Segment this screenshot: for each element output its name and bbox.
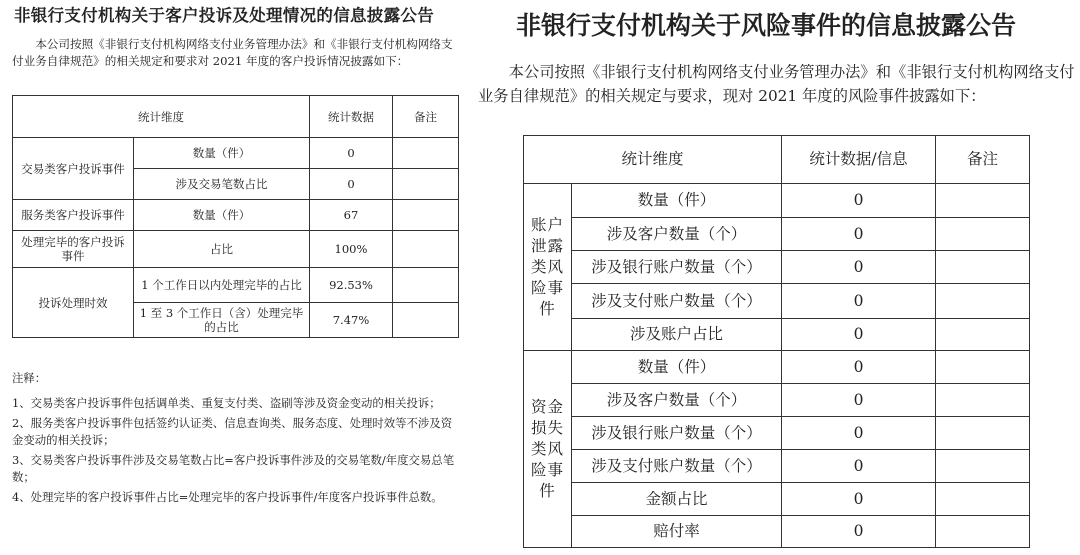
table-row [524, 483, 1030, 516]
row-category: 处理完毕的客户投诉事件 [13, 231, 134, 268]
table-row [524, 516, 1030, 548]
table-row [524, 351, 1030, 384]
row-remark [393, 169, 459, 200]
table-row [524, 218, 1030, 251]
complaint-notice-title: 非银行支付机构关于客户投诉及处理情况的信息披露公告 [14, 6, 434, 25]
risk-stats-table [523, 135, 1030, 548]
row-remark [393, 231, 459, 268]
row-item: 占比 [134, 231, 310, 268]
note-item: 2、服务类客户投诉事件包括签约认证类、信息查询类、服务态度、处理时效等不涉及资金变动的相关投诉； [12, 416, 453, 447]
row-item: 涉及客户数量（个） [572, 384, 782, 417]
row-value: 0 [782, 516, 936, 548]
row-item: 涉及客户数量（个） [572, 218, 782, 251]
row-value: 67 [310, 200, 393, 231]
row-remark [393, 138, 459, 169]
table-row [524, 251, 1030, 284]
table-row [524, 417, 1030, 450]
table-row [13, 268, 459, 303]
row-item: 涉及交易笔数占比 [134, 169, 310, 200]
group-category: 资金损失类风险事件 [524, 351, 572, 548]
row-value: 7.47% [310, 303, 393, 338]
row-item: 数量（件） [572, 351, 782, 384]
row-value: 0 [782, 483, 936, 516]
row-value: 0 [782, 319, 936, 351]
row-remark [393, 268, 459, 303]
row-value: 0 [782, 384, 936, 417]
row-value: 0 [310, 138, 393, 169]
row-remark [936, 184, 1030, 218]
row-remark [936, 483, 1030, 516]
header-data: 统计数据/信息 [782, 136, 936, 184]
header-data: 统计数据 [310, 96, 393, 138]
note-item: 3、交易类客户投诉事件涉及交易笔数占比=客户投诉事件涉及的交易笔数/年度交易总笔数； [12, 453, 455, 484]
risk-notice-title: 非银行支付机构关于风险事件的信息披露公告 [516, 11, 1017, 40]
row-item: 涉及银行账户数量（个） [572, 251, 782, 284]
row-value: 0 [782, 251, 936, 284]
table-header-row [13, 96, 459, 138]
row-remark [936, 351, 1030, 384]
row-remark [936, 218, 1030, 251]
table-row [524, 319, 1030, 351]
note-item: 1、交易类客户投诉事件包括调单类、重复支付类、盗刷等涉及资金变动的相关投诉； [12, 396, 441, 410]
row-value: 100% [310, 231, 393, 268]
row-value: 92.53% [310, 268, 393, 303]
row-item: 1 个工作日以内处理完毕的占比 [134, 268, 310, 303]
complaint-stats-table [12, 95, 459, 338]
row-value: 0 [782, 450, 936, 483]
row-value: 0 [782, 417, 936, 450]
row-item: 数量（件） [572, 184, 782, 218]
table-row [524, 384, 1030, 417]
row-value: 0 [782, 184, 936, 218]
group-category: 账户泄露类风险事件 [524, 184, 572, 351]
row-remark [936, 319, 1030, 351]
row-item: 数量（件） [134, 200, 310, 231]
row-remark [936, 251, 1030, 284]
table-row [524, 284, 1030, 319]
note-item: 4、处理完毕的客户投诉事件占比=处理完毕的客户投诉事件/年度客户投诉事件总数。 [12, 490, 443, 504]
row-item: 涉及账户占比 [572, 319, 782, 351]
row-category: 交易类客户投诉事件 [13, 138, 134, 200]
table-header-row [524, 136, 1030, 184]
row-remark [936, 516, 1030, 548]
row-item: 1 至 3 个工作日（含）处理完毕的占比 [134, 303, 310, 338]
row-remark [936, 284, 1030, 319]
table-row [13, 138, 459, 169]
row-category: 投诉处理时效 [13, 268, 134, 338]
risk-disclosure-panel [478, 0, 1080, 555]
row-value: 0 [782, 351, 936, 384]
row-item: 赔付率 [572, 516, 782, 548]
row-value: 0 [310, 169, 393, 200]
row-item: 涉及支付账户数量（个） [572, 284, 782, 319]
row-item: 涉及银行账户数量（个） [572, 417, 782, 450]
table-row [524, 450, 1030, 483]
row-item: 数量（件） [134, 138, 310, 169]
row-item: 金额占比 [572, 483, 782, 516]
row-value: 0 [782, 218, 936, 251]
row-remark [936, 417, 1030, 450]
header-remark: 备注 [393, 96, 459, 138]
complaint-disclosure-panel [0, 0, 470, 555]
row-value: 0 [782, 284, 936, 319]
row-remark [936, 450, 1030, 483]
table-row [13, 231, 459, 268]
notes-heading: 注释： [12, 371, 47, 385]
row-category: 服务类客户投诉事件 [13, 200, 134, 231]
header-dimension: 统计维度 [13, 96, 310, 138]
header-remark: 备注 [936, 136, 1030, 184]
row-item: 涉及支付账户数量（个） [572, 450, 782, 483]
row-remark [393, 303, 459, 338]
row-remark [393, 200, 459, 231]
header-dimension: 统计维度 [524, 136, 782, 184]
notes-section [12, 370, 462, 509]
table-row [524, 184, 1030, 218]
row-remark [936, 384, 1030, 417]
complaint-notice-intro: 本公司按照《非银行支付机构网络支付业务管理办法》和《非银行支付机构网络支付业务自律规范》的相关规定和要求对 2021 年度的客户投诉情况披露如下： [12, 37, 453, 68]
risk-notice-intro: 本公司按照《非银行支付机构网络支付业务管理办法》和《非银行支付机构网络支付业务自律规范》的相关规定与要求，现对 2021 年度的风险事件披露如下： [478, 63, 1075, 105]
table-row [13, 200, 459, 231]
